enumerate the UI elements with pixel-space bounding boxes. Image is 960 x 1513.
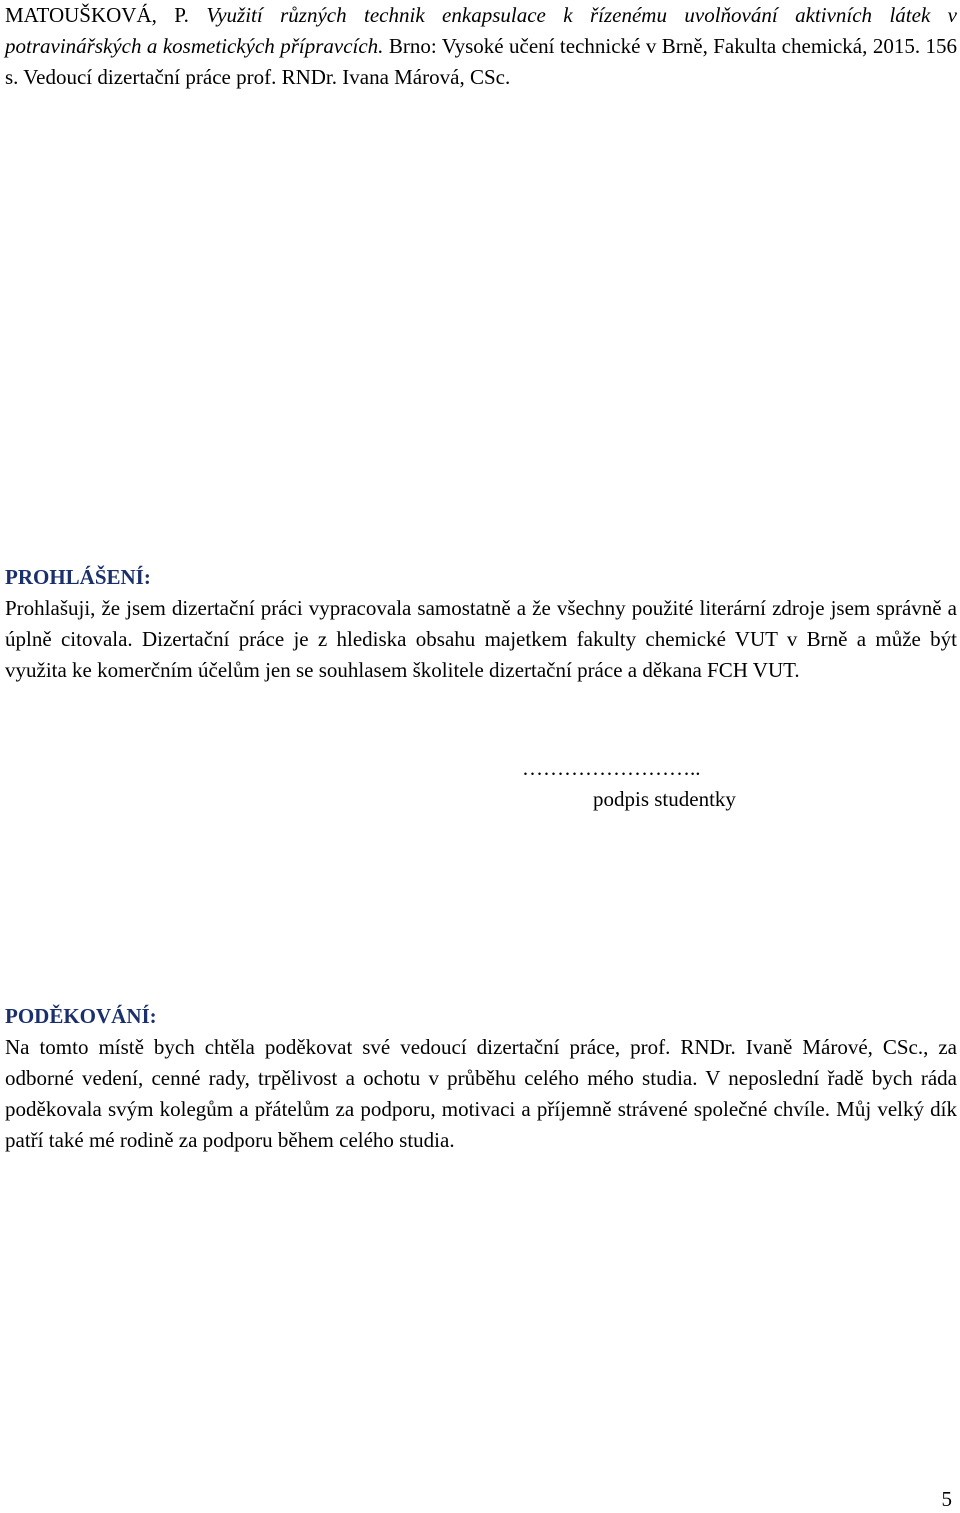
acknowledgement-heading: PODĚKOVÁNÍ: — [5, 1004, 157, 1028]
citation-publication: Brno: Vysoké učení technické v Brně, Fakulta chemická, 2015. 156 s. Vedoucí dizertační práce prof. RNDr. Ivana Márová, CSc. — [5, 34, 957, 89]
declaration-heading: PROHLÁŠENÍ: — [5, 565, 151, 589]
signature-block — [522, 753, 782, 815]
declaration-section — [5, 562, 957, 686]
page-number: 5 — [941, 1487, 952, 1511]
bibliographic-citation — [5, 0, 957, 93]
signature-line: …………………….. — [522, 756, 701, 780]
signature-label: podpis studentky — [593, 787, 736, 811]
citation-title: Využití různých technik enkapsulace k řízenému uvolňování aktivních látek v potravinářských a kosmetických přípravcích. — [5, 3, 958, 58]
citation-author: MATOUŠKOVÁ, P. — [5, 3, 189, 27]
document-page — [5, 0, 957, 1513]
acknowledgement-section — [5, 1001, 957, 1156]
acknowledgement-text: Na tomto místě bych chtěla poděkovat své vedoucí dizertační práce, prof. RNDr. Ivaně Márové, CSc., za odborné vedení, cenné rady, trpělivost a ochotu v průběhu celého mého studia. V neposlední řadě bych ráda poděkovala svým kolegům a přátelům za podporu, motivaci a příjemně strávené společné chvíle. Můj velký dík patří také mé rodině za podporu během celého studia. — [5, 1035, 957, 1152]
declaration-text: Prohlašuji, že jsem dizertační práci vypracovala samostatně a že všechny použité literární zdroje jsem správně a úplně citovala. Dizertační práce je z hlediska obsahu majetkem fakulty chemické VUT v Brně a může být využita ke komerčním účelům jen se souhlasem školitele dizertační práce a děkana FCH VUT. — [5, 596, 957, 682]
